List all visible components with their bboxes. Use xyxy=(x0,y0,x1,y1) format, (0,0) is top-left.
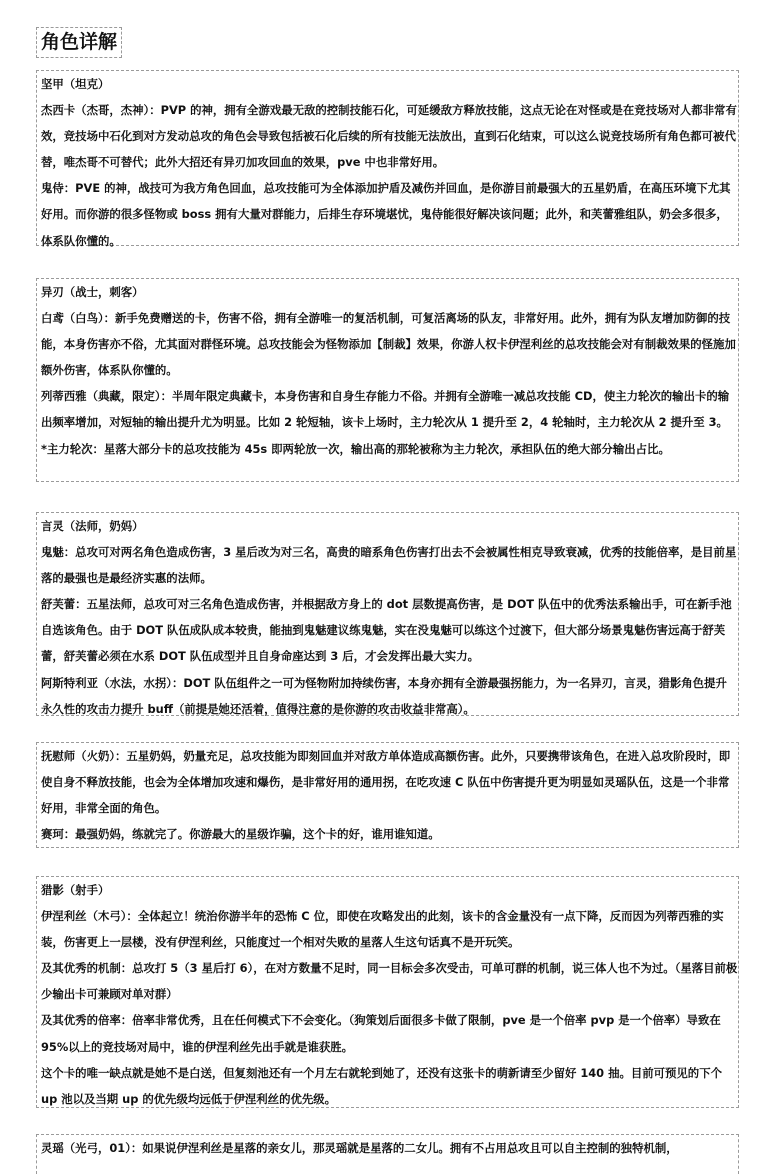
character-entry: 列蒂西雅（典藏，限定）：半周年限定典藏卡，本身伤害和自身生存能力不俗。并拥有全游唯一减总攻技能 CD，使主力轮次的输出卡的输出频率增加，对短轴的输出提升尤为明显。比如 2 轮短轴，该卡上场时，主力轮次从 1 提升至 2，4 轮轴时，主力轮次从 2 提升至 3。 xyxy=(41,389,730,430)
character-entry: 抚慰师（火奶）：五星奶妈，奶量充足，总攻技能为即刻回血并对敌方单体造成高额伤害。此外，只要携带该角色，在进入总攻阶段时，即使自身不释放技能，也会为全体增加攻速和爆伤，是非常好用的通用拐，在吃攻速 C 队伍中伤害提升更为明显如灵瑶队伍，这是一个非常好用，非常全面的角色。 xyxy=(41,749,731,816)
character-entry: 伊涅利丝（木弓）：全体起立！统治你游半年的恐怖 C 位，即使在攻略发出的此刻，该卡的含金量没有一点下降，反而因为列蒂西雅的实装，伤害更上一层楼，没有伊涅利丝，只能度过一个相对失败的星落人生这句话真不是开玩笑。 xyxy=(41,909,724,950)
character-entry: 鬼魅：总攻可对两名角色造成伤害，3 星后改为对三名，高贵的暗系角色伤害打出去不会被属性相克导致衰减，优秀的技能倍率，是目前星落的最强也是最经济实惠的法师。 xyxy=(41,545,737,586)
character-entry: 这个卡的唯一缺点就是她不是白送，但复刻池还有一个月左右就轮到她了，还没有这张卡的萌新请至少留好 140 抽。目前可预见的下个 up 池以及当期 up 的优先级均远低于伊涅利丝的优先级。 xyxy=(41,1065,722,1106)
note-entry: *主力轮次：星落大部分卡的总攻技能为 45s 即两轮放一次，输出高的那轮被称为主力轮次，承担队伍的绝大部分输出占比。 xyxy=(41,441,670,456)
section-heading: 异刃（战士，刺客） xyxy=(41,285,144,299)
section-lingyao xyxy=(36,1134,739,1174)
character-entry: 及其优秀的机制：总攻打 5（3 星后打 6），在对方数量不足时，同一目标会多次受击，可单可群的机制，说三体人也不为过。（星落目前极少输出卡可兼顾对单对群） xyxy=(41,961,738,1002)
section-tank xyxy=(36,70,739,246)
section-heading: 言灵（法师，奶妈） xyxy=(41,519,144,533)
section-archer xyxy=(36,876,739,1108)
section-heading: 猎影（射手） xyxy=(41,883,110,897)
character-entry: 白鸢（白鸟）：新手免费赠送的卡，伤害不俗，拥有全游唯一的复活机制，可复活离场的队友，非常好用。此外，拥有为队友增加防御的技能，本身伤害亦不俗，尤其面对群怪环境。总攻技能会为怪物添加【制裁】效果，你游人权卡伊涅利丝的总攻技能会对有制裁效果的怪施加额外伤害，体系队你懂的。 xyxy=(41,311,736,378)
section-healer xyxy=(36,742,739,848)
character-entry: 灵瑶（光弓，01）：如果说伊涅利丝是星落的亲女儿，那灵瑶就是星落的二女儿。拥有不占用总攻且可以自主控制的独特机制， xyxy=(41,1141,678,1155)
character-entry: 阿斯特利亚（水法，水拐）：DOT 队伍组件之一可为怪物附加持续伤害，本身亦拥有全游最强拐能力，为一名异刃，言灵，猎影角色提升永久性的攻击力提升 buff（前提是她还活着，值得注意的是你游的攻击收益非常高）。 xyxy=(41,675,727,716)
section-heading: 坚甲（坦克） xyxy=(41,77,110,91)
character-entry: 杰西卡（杰哥，杰神）：PVP 的神，拥有全游戏最无敌的控制技能石化，可延缓敌方释放技能，这点无论在对怪或是在竞技场对人都非常有效，竞技场中石化到对方发动总攻的角色会导致包括被石化后续的所有技能无法放出，直到石化结束，可以这么说竞技场所有角色都可被代替，唯杰哥不可替代；此外大招还有异刃加攻回血的效果，pve 中也非常好用。 xyxy=(41,103,737,170)
section-warrior xyxy=(36,278,739,482)
character-entry: 赛珂：最强奶妈，练就完了。你游最大的星级诈骗，这个卡的好，谁用谁知道。 xyxy=(41,827,440,842)
character-entry: 舒芙蕾：五星法师，总攻可对三名角色造成伤害，并根据敌方身上的 dot 层数提高伤害，是 DOT 队伍中的优秀法系输出手，可在新手池自选该角色。由于 DOT 队伍成队成本较贵，能抽到鬼魅建议练鬼魅，实在没鬼魅可以练这个过渡下，但大部分场景鬼魅伤害远高于舒芙蕾，舒芙蕾必须在水系 DOT 队伍成型并且自身命座达到 3 后，才会发挥出最大实力。 xyxy=(41,597,732,664)
character-entry: 鬼侍：PVE 的神，战技可为我方角色回血，总攻技能可为全体添加护盾及减伤并回血，是你游目前最强大的五星奶盾，在高压环境下尤其好用。而你游的很多怪物或 boss 拥有大量对群能力，后排生存环境堪忧，鬼侍能很好解决该问题；此外，和芙蕾雅组队，奶会多很多，体系队你懂的。 xyxy=(41,181,731,248)
page-title: 角色详解 xyxy=(36,27,122,58)
character-entry: 及其优秀的倍率：倍率非常优秀，且在任何模式下不会变化。（狗策划后面很多卡做了限制，pve 是一个倍率 pvp 是一个倍率）导致在 95%以上的竞技场对局中，谁的伊涅利丝先出手就是谁获胜。 xyxy=(41,1013,721,1054)
section-mage xyxy=(36,512,739,716)
